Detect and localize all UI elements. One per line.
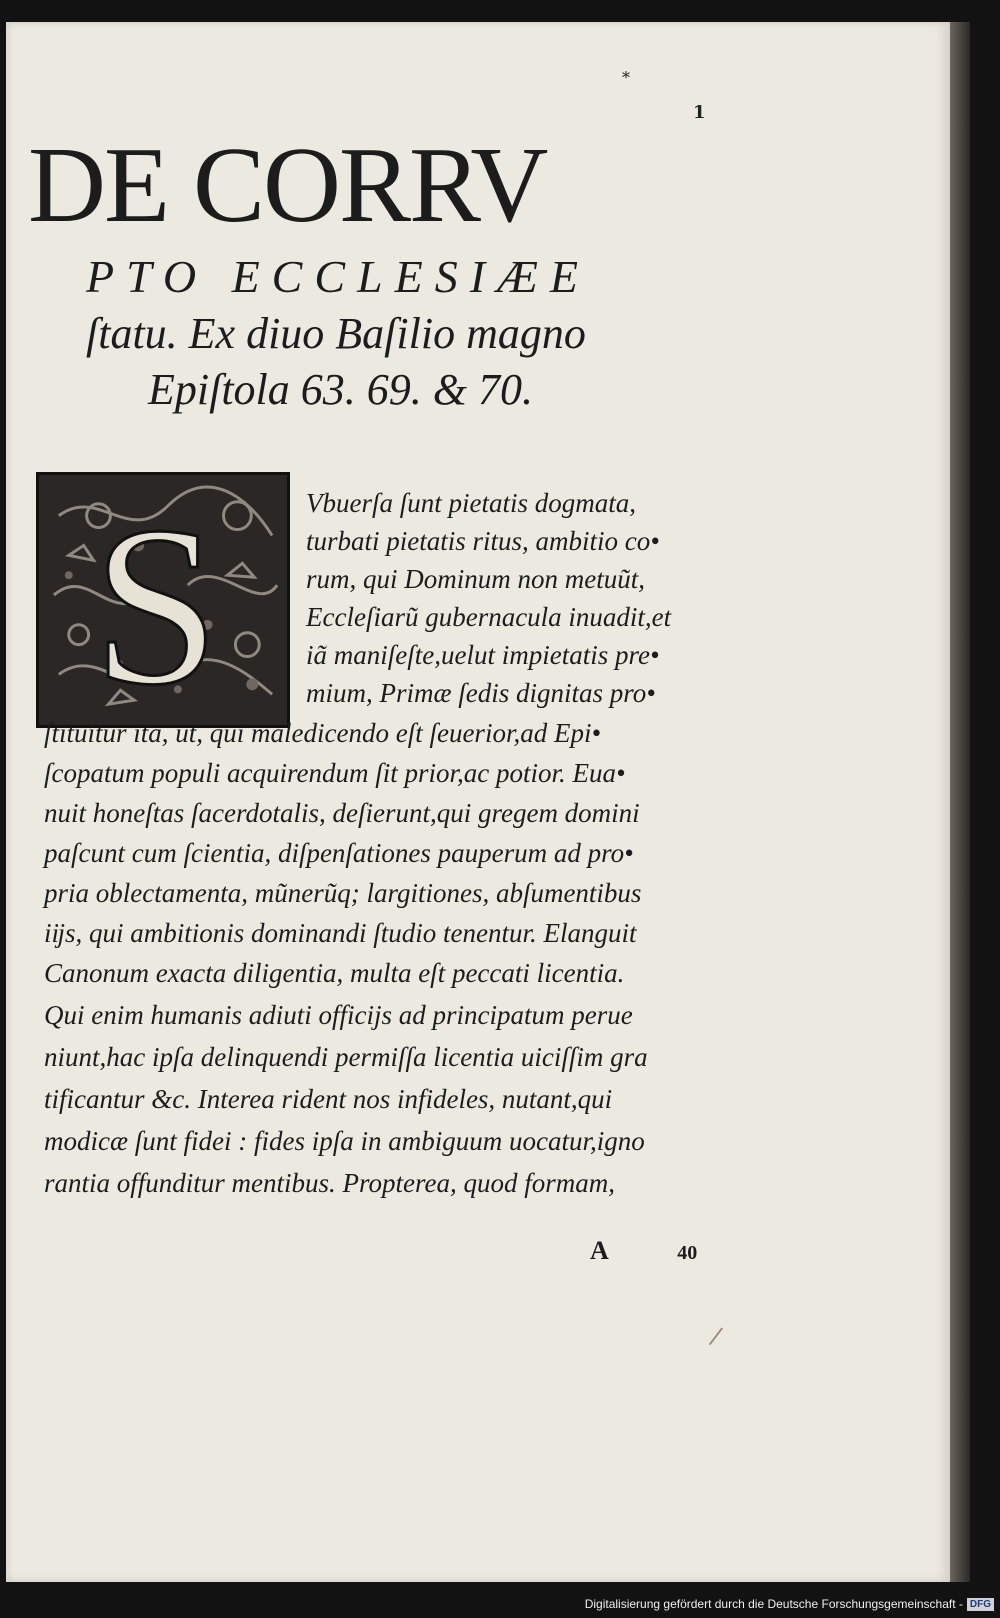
text-line: Qui enim humanis adiuti officijs ad principatum perue: [44, 1000, 633, 1030]
leaf-number: 40: [677, 1242, 698, 1264]
signature-mark: A: [590, 1236, 609, 1265]
credit-text: Digitalisierung gefördert durch die Deutsche Forschungsgemeinschaft -: [584, 1597, 963, 1611]
top-mark: *: [622, 68, 630, 87]
title-line-4: Epiſtola 63. 69. & 70.: [148, 365, 533, 414]
text-line: Canonum exacta diligentia, multa eſt peccati licentia.: [44, 958, 625, 988]
text-line: iĳs, qui ambitionis dominandi ſtudio tenentur. Elanguit: [44, 918, 637, 948]
text-line: modicæ ſunt fidei : fides ipſa in ambiguum uocatur,igno: [44, 1126, 645, 1156]
text-line: pria oblectamenta, mũnerũq; largitiones, abſumentibus: [44, 878, 642, 908]
text-line: tificantur &c. Interea rident nos infideles, nutant,qui: [44, 1084, 613, 1114]
text-line: Eccleſiarũ gubernacula inuadit,et: [306, 602, 672, 632]
text-line: Vbuerſa ſunt pietatis dogmata,: [306, 488, 636, 518]
decorated-initial-illustration: [39, 475, 287, 725]
digitization-credit: [585, 1597, 994, 1615]
folio-number: 1: [693, 102, 706, 123]
text-line: rantia offunditur mentibus. Propterea, quod formam,: [44, 1168, 615, 1198]
text-line: ſtituitur ita, ut, qui maledicendo eſt ſeuerior,ad Epi•: [44, 718, 601, 748]
text-line: nuit honeſtas ſacerdotalis, deſierunt,qui gregem domini: [44, 798, 640, 828]
decorated-initial: [36, 472, 290, 728]
text-line: paſcunt cum ſcientia, diſpenſationes pauperum ad pro•: [44, 838, 634, 868]
title-line-1: DE CORRV: [28, 126, 547, 245]
text-line: ſcopatum populi acquirendum ſit prior,ac potior. Eua•: [44, 758, 626, 788]
text-line: mium, Primæ ſedis dignitas pro•: [306, 678, 656, 708]
title-line-3: ſtatu. Ex diuo Baſilio magno: [86, 309, 586, 358]
title-line-2: PTO ECCLESIÆE: [86, 251, 591, 302]
page-edge: [950, 22, 970, 1582]
text-line: niunt,hac ipſa delinquendi permiſſa licentia uiciſſim gra: [44, 1042, 648, 1072]
text-line: turbati pietatis ritus, ambitio co•: [306, 526, 660, 556]
catchword: [590, 1236, 720, 1266]
text-line: rum, qui Dominum non metuũt,: [306, 564, 645, 594]
text-line: iã maniſeſte,uelut impietatis pre•: [306, 640, 660, 670]
dfg-logo[interactable]: DFG: [967, 1598, 994, 1611]
pencil-mark: /: [707, 1321, 725, 1351]
initial-letter: S: [92, 480, 220, 725]
